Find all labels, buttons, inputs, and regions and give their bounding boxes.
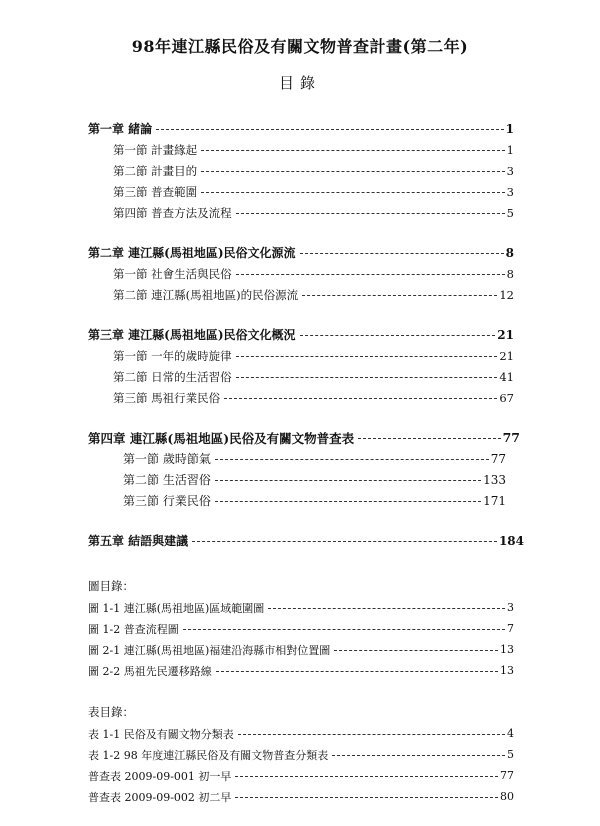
entry-label: 第二節 生活習俗 bbox=[123, 473, 211, 487]
toc-entry-figure[interactable] bbox=[0, 639, 600, 660]
table-of-contents bbox=[0, 118, 600, 826]
leader-dots bbox=[201, 171, 505, 172]
entry-page: 7 bbox=[507, 622, 514, 635]
entry-page: 133 bbox=[483, 472, 506, 487]
leader-dots bbox=[334, 650, 498, 651]
chapter-5 bbox=[0, 530, 600, 551]
toc-entry-section[interactable] bbox=[0, 202, 600, 223]
entry-label: 第五章 結語與建議 bbox=[88, 534, 189, 548]
entry-label: 普查表 2009-09-002 初二早 bbox=[88, 790, 232, 804]
leader-dots bbox=[236, 274, 505, 275]
entry-page: 77 bbox=[500, 769, 514, 782]
chapter-1 bbox=[0, 118, 600, 223]
table-list-heading: 表目錄： bbox=[88, 705, 134, 719]
entry-page: 13 bbox=[500, 643, 514, 656]
toc-entry-table[interactable] bbox=[0, 786, 600, 807]
entry-page: 21 bbox=[499, 348, 514, 363]
leader-dots bbox=[224, 398, 497, 399]
leader-dots bbox=[156, 129, 503, 130]
toc-entry-section[interactable] bbox=[0, 345, 600, 366]
toc-entry-section[interactable] bbox=[0, 139, 600, 160]
chapter-4 bbox=[0, 427, 600, 511]
entry-label: 第一章 緒論 bbox=[88, 122, 153, 136]
entry-label: 表 1-1 民俗及有關文物分類表 bbox=[88, 727, 234, 741]
entry-label: 第二章 連江縣(馬祖地區)民俗文化源流 bbox=[88, 246, 296, 260]
toc-entry-table[interactable] bbox=[0, 765, 600, 786]
toc-entry-chapter[interactable] bbox=[0, 324, 600, 345]
figure-list bbox=[0, 575, 600, 681]
entry-page: 77 bbox=[502, 430, 520, 445]
leader-dots bbox=[216, 671, 498, 672]
table-list bbox=[0, 701, 600, 807]
entry-page: 3 bbox=[506, 163, 514, 178]
entry-page: 5 bbox=[507, 748, 514, 761]
toc-entry-table[interactable] bbox=[0, 723, 600, 744]
entry-page: 1 bbox=[506, 142, 514, 157]
entry-label: 普查表 2009-09-001 初一早 bbox=[88, 769, 232, 783]
entry-page: 1 bbox=[505, 121, 514, 136]
entry-page: 8 bbox=[506, 266, 514, 281]
toc-heading: 目錄 bbox=[278, 74, 321, 92]
entry-page: 5 bbox=[506, 205, 514, 220]
entry-label: 第三節 普查範圍 bbox=[113, 184, 198, 199]
entry-label: 第三章 連江縣(馬祖地區)民俗文化概況 bbox=[88, 328, 296, 342]
leader-dots bbox=[300, 253, 504, 254]
entry-page: 41 bbox=[499, 369, 514, 384]
entry-label: 第三節 馬祖行業民俗 bbox=[113, 390, 221, 405]
leader-dots bbox=[236, 356, 498, 357]
leader-dots bbox=[183, 629, 505, 630]
leader-dots bbox=[236, 213, 505, 214]
leader-dots bbox=[302, 295, 497, 296]
entry-page: 77 bbox=[490, 451, 506, 466]
entry-label: 圖 1-2 普查流程圖 bbox=[88, 622, 179, 636]
entry-label: 第二節 計畫目的 bbox=[113, 163, 198, 178]
toc-entry-section[interactable] bbox=[0, 284, 600, 305]
entry-page: 4 bbox=[507, 727, 514, 740]
entry-label: 第四章 連江縣(馬祖地區)民俗及有關文物普查表 bbox=[88, 430, 355, 446]
leader-dots bbox=[215, 480, 481, 481]
toc-entry-section[interactable] bbox=[0, 160, 600, 181]
entry-page: 67 bbox=[499, 390, 514, 405]
toc-entry-figure[interactable] bbox=[0, 618, 600, 639]
entry-page: 171 bbox=[483, 493, 506, 508]
entry-label: 圖 2-2 馬祖先民遷移路線 bbox=[88, 664, 212, 678]
toc-entry-section[interactable] bbox=[0, 490, 600, 511]
leader-dots bbox=[215, 501, 481, 502]
toc-entry-chapter[interactable] bbox=[0, 427, 600, 448]
entry-page: 21 bbox=[497, 327, 514, 342]
leader-dots bbox=[201, 192, 505, 193]
leader-dots bbox=[238, 734, 505, 735]
entry-page: 8 bbox=[505, 245, 514, 260]
entry-page: 184 bbox=[498, 533, 524, 548]
entry-label: 圖 2-1 連江縣(馬祖地區)福建沿海縣市相對位置圖 bbox=[88, 643, 331, 657]
entry-label: 第一節 一年的歲時旋律 bbox=[113, 348, 232, 363]
toc-entry-figure[interactable] bbox=[0, 597, 600, 618]
toc-entry-figure[interactable] bbox=[0, 660, 600, 681]
entry-label: 第一節 社會生活與民俗 bbox=[113, 266, 232, 281]
leader-dots bbox=[268, 608, 505, 609]
toc-entry-section[interactable] bbox=[0, 469, 600, 490]
toc-entry-table[interactable] bbox=[0, 744, 600, 765]
leader-dots bbox=[300, 335, 496, 336]
leader-dots bbox=[201, 150, 505, 151]
entry-label: 第四節 普查方法及流程 bbox=[113, 205, 232, 220]
leader-dots bbox=[332, 755, 505, 756]
entry-page: 3 bbox=[507, 601, 514, 614]
figure-list-heading: 圖目錄： bbox=[88, 579, 134, 593]
toc-entry-section[interactable] bbox=[0, 366, 600, 387]
entry-label: 第一節 計畫緣起 bbox=[113, 142, 198, 157]
toc-entry-chapter[interactable] bbox=[0, 118, 600, 139]
toc-entry-section[interactable] bbox=[0, 448, 600, 469]
leader-dots bbox=[215, 459, 489, 460]
toc-entry-chapter[interactable] bbox=[0, 242, 600, 263]
entry-label: 第二節 連江縣(馬祖地區)的民俗源流 bbox=[113, 287, 299, 302]
entry-label: 第一節 歲時節氣 bbox=[123, 452, 211, 466]
toc-entry-section[interactable] bbox=[0, 263, 600, 284]
entry-page: 80 bbox=[500, 790, 514, 803]
entry-page: 12 bbox=[499, 287, 514, 302]
entry-label: 第三節 行業民俗 bbox=[123, 494, 211, 508]
toc-entry-chapter[interactable] bbox=[0, 530, 600, 551]
entry-page: 13 bbox=[500, 664, 514, 677]
document-title: 98年連江縣民俗及有關文物普查計畫(第二年) bbox=[131, 37, 469, 56]
toc-entry-section[interactable] bbox=[0, 387, 600, 408]
leader-dots bbox=[358, 438, 500, 439]
entry-label: 第二節 日常的生活習俗 bbox=[113, 369, 232, 384]
chapter-2 bbox=[0, 242, 600, 305]
leader-dots bbox=[235, 797, 498, 798]
toc-entry-section[interactable] bbox=[0, 181, 600, 202]
leader-dots bbox=[235, 776, 498, 777]
chapter-3 bbox=[0, 324, 600, 408]
entry-label: 圖 1-1 連江縣(馬祖地區)區域範圍圖 bbox=[88, 601, 265, 615]
leader-dots bbox=[192, 541, 497, 542]
entry-page: 3 bbox=[506, 184, 514, 199]
entry-label: 表 1-2 98 年度連江縣民俗及有關文物普查分類表 bbox=[88, 748, 329, 762]
leader-dots bbox=[236, 377, 498, 378]
